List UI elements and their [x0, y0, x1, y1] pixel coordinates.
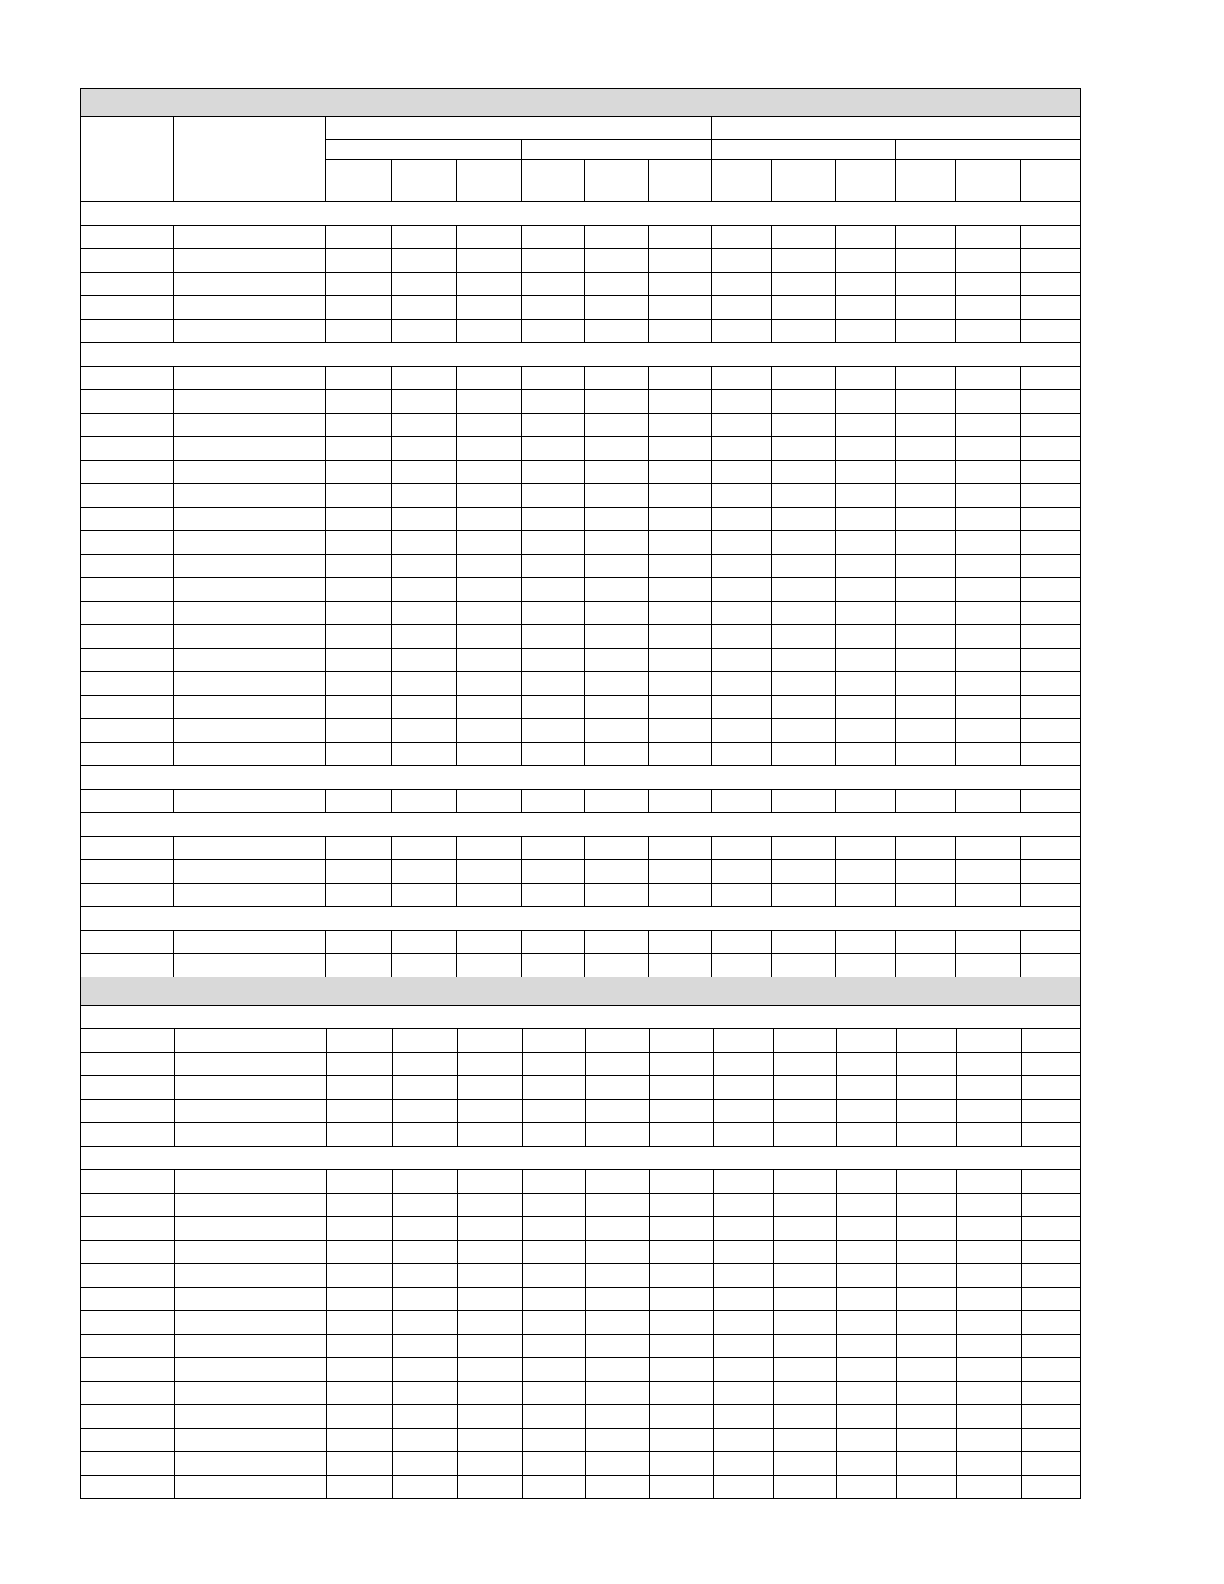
- form-outer-frame: [80, 88, 1081, 1499]
